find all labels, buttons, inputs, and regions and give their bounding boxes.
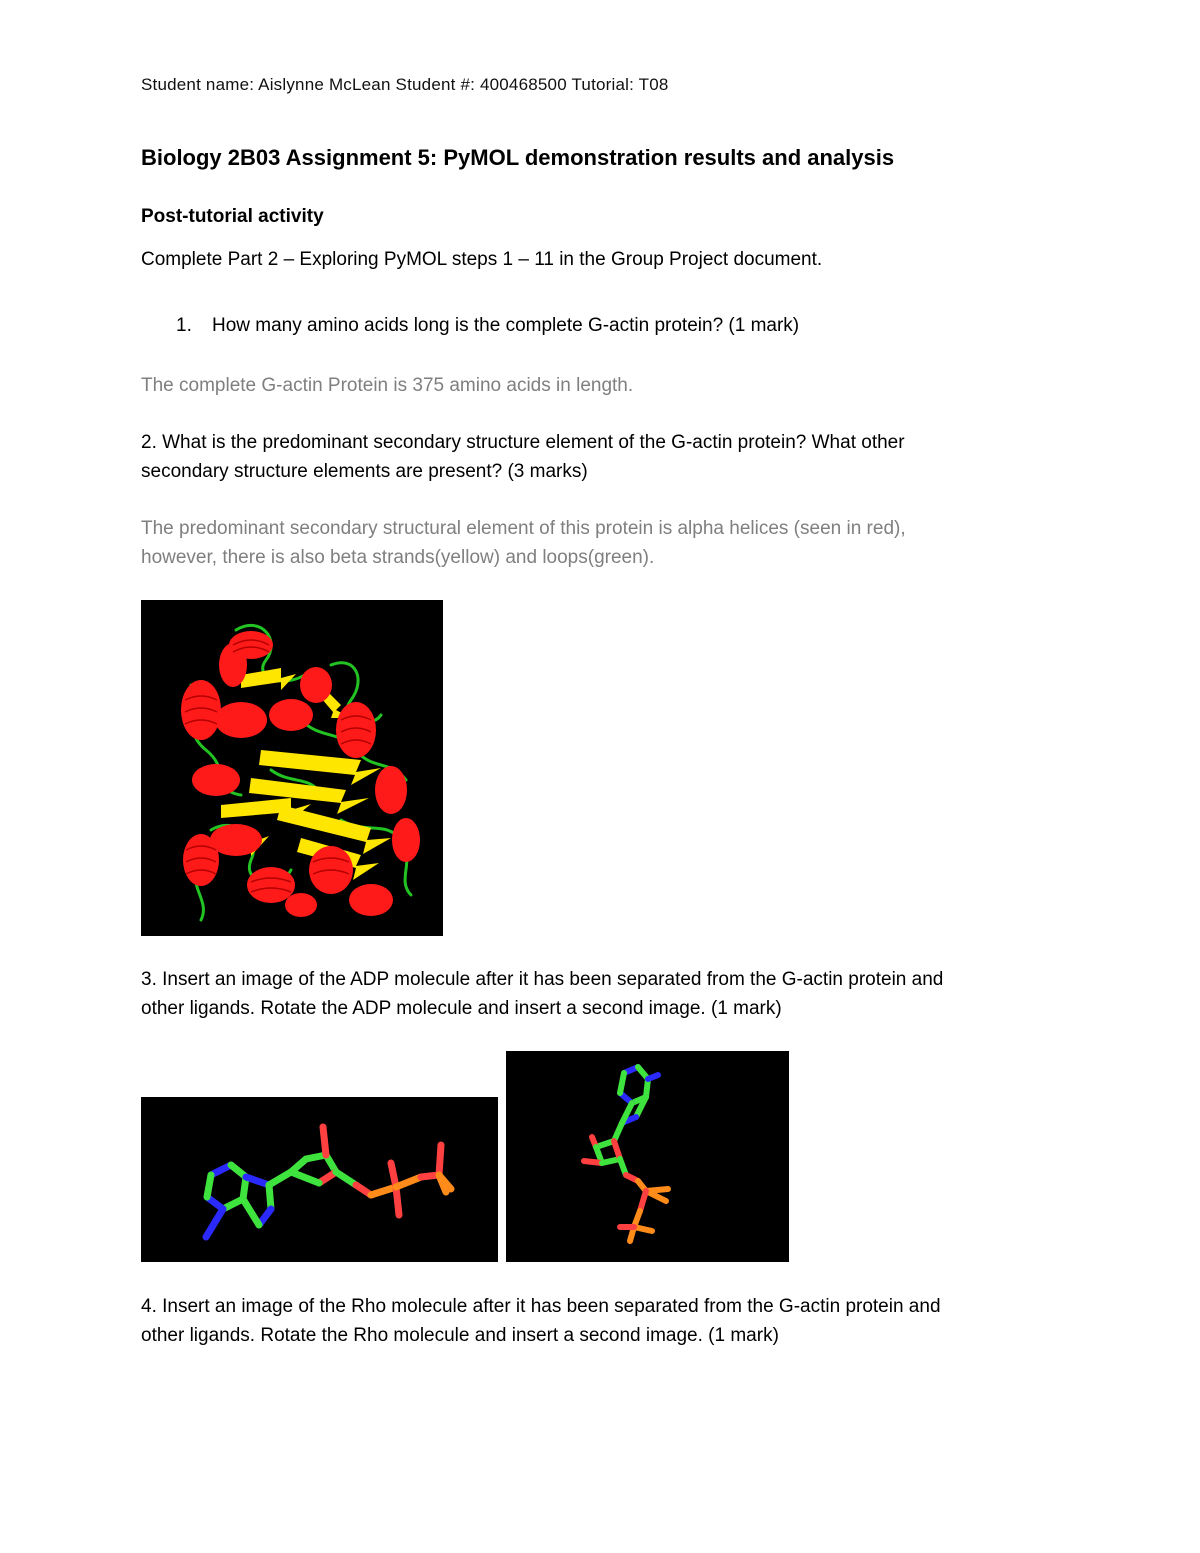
student-info-header: Student name: Aislynne McLean Student #: 400468500 Tutorial: T08 bbox=[141, 75, 669, 94]
question-3-line-2: other ligands. Rotate the ADP molecule and insert a second image. (1 mark) bbox=[141, 998, 782, 1019]
answer-2-line-1: The predominant secondary structural element of this protein is alpha helices (seen in red), bbox=[141, 518, 906, 539]
question-3 bbox=[141, 965, 943, 1023]
adp-sticks-graphic-2 bbox=[506, 1051, 789, 1262]
post-tutorial-instruction: Complete Part 2 – Exploring PyMOL steps 1 – 11 in the Group Project document. bbox=[141, 249, 823, 270]
answer-2-line-2: however, there is also beta strands(yellow) and loops(green). bbox=[141, 547, 655, 568]
question-3-line-1: 3. Insert an image of the ADP molecule after it has been separated from the G-actin protein and bbox=[141, 969, 944, 990]
question-2-line-2: secondary structure elements are present? (3 marks) bbox=[141, 461, 588, 482]
adp-sticks-graphic-1 bbox=[141, 1097, 498, 1262]
post-tutorial-heading: Post-tutorial activity bbox=[141, 206, 324, 227]
answer-1: The complete G-actin Protein is 375 amino acids in length. bbox=[141, 375, 634, 396]
protein-cartoon-graphic bbox=[141, 600, 443, 936]
question-1-text: How many amino acids long is the complete G-actin protein? (1 mark) bbox=[212, 315, 800, 336]
question-4-line-2: other ligands. Rotate the Rho molecule and insert a second image. (1 mark) bbox=[141, 1325, 779, 1346]
question-1 bbox=[176, 315, 799, 337]
question-1-number: 1. bbox=[176, 315, 192, 336]
question-2-line-1: 2. What is the predominant secondary structure element of the G-actin protein? What other bbox=[141, 432, 905, 453]
g-actin-protein-image bbox=[141, 600, 443, 936]
adp-image-view-2 bbox=[506, 1051, 789, 1262]
question-2 bbox=[141, 428, 905, 486]
answer-2 bbox=[141, 514, 906, 572]
question-4-line-1: 4. Insert an image of the Rho molecule after it has been separated from the G-actin protein and bbox=[141, 1296, 941, 1317]
question-4 bbox=[141, 1292, 941, 1350]
adp-image-view-1 bbox=[141, 1097, 498, 1262]
document-title: Biology 2B03 Assignment 5: PyMOL demonstration results and analysis bbox=[141, 145, 895, 170]
